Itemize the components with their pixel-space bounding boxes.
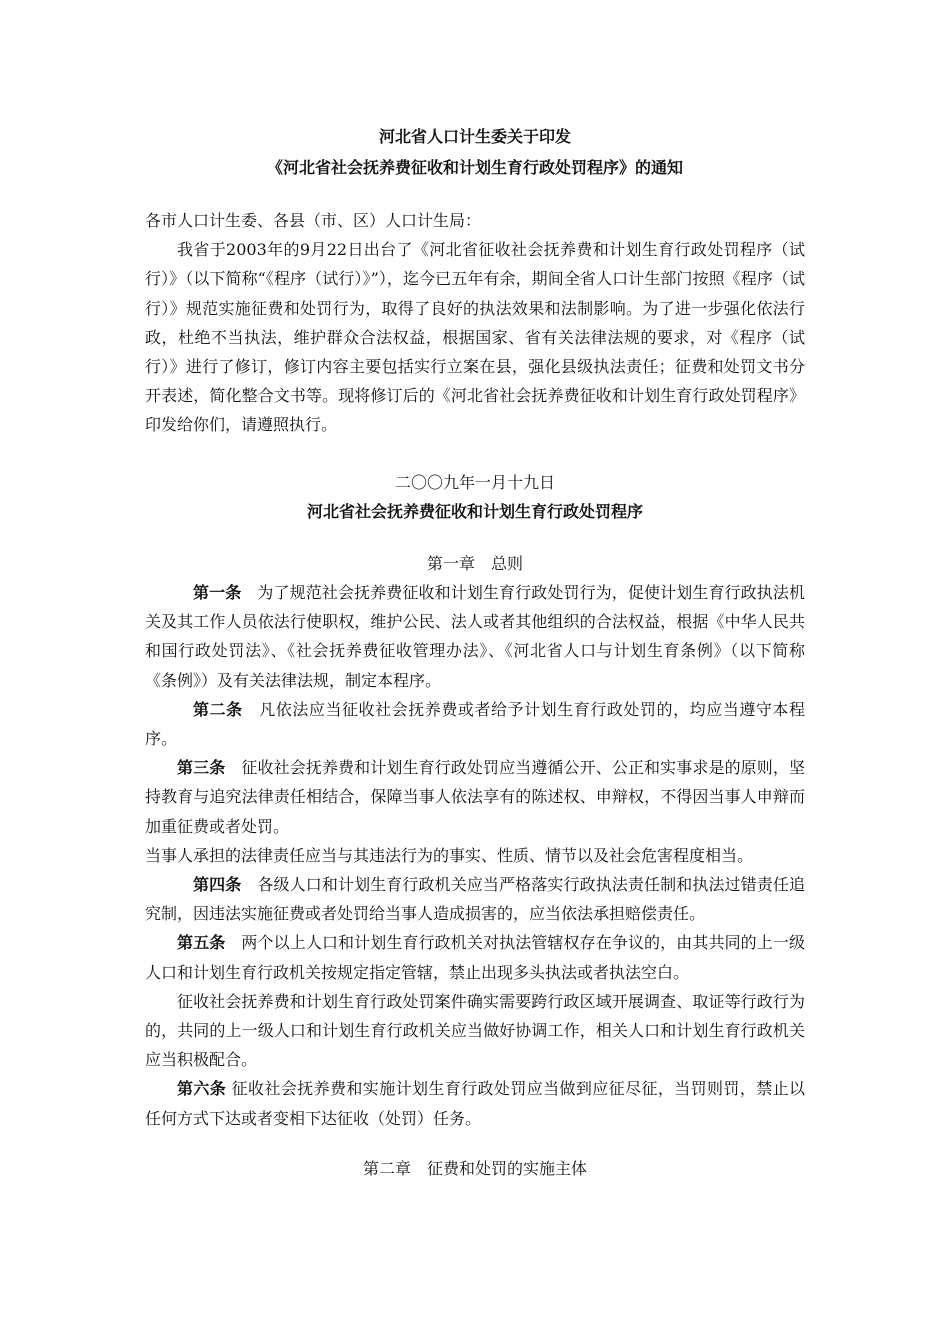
article-1-text: 为了规范社会抚养费征收和计划生育行政处罚行为，促使计划生育行政执法机关及其工作人员依法行使职权，维护公民、法人或者其他组织的合法权益，根据《中华人民共和国行政处罚法》、《社会抚养费征收管理办法》、《河北省人口与计划生育条例》（以下简称《条例》）及有关法律法规，制定本程序。	[145, 583, 805, 690]
title-line-2: 《河北省社会抚养费征收和计划生育行政处罚程序》的通知	[266, 158, 683, 177]
article-5-label: 第五条	[177, 933, 226, 953]
article-6-text: 征收社会抚养费和实施计划生育行政处罚应当做到应征尽征，当罚则罚，禁止以任何方式下达或者变相下达征收（处罚）任务。	[145, 1079, 805, 1128]
article-5-para-2: 征收社会抚养费和计划生育行政处罚案件确实需要跨行政区域开展调查、取证等行政行为的，共同的上一级人口和计划生育行政机关应当做好协调工作，相关人口和计划生育行政机关应当积极配合。	[145, 991, 805, 1070]
article-5	[145, 928, 805, 986]
article-3-para-2: 当事人承担的法律责任应当与其违法行为的事实、性质、情节以及社会危害程度相当。	[145, 845, 754, 865]
article-5-text: 两个以上人口和计划生育行政机关对执法管辖权存在争议的，由其共同的上一级人口和计划生育行政机关按规定指定管辖，禁止出现多头执法或者执法空白。	[145, 933, 805, 982]
article-1-label: 第一条	[193, 583, 242, 602]
article-2-text: 凡依法应当征收社会抚养费或者给予计划生育行政处罚的，均应当遵守本程序。	[145, 699, 805, 749]
article-2	[145, 695, 805, 753]
article-4	[145, 870, 805, 928]
issue-date: 二〇〇九年一月十九日	[394, 473, 555, 492]
intro-paragraph: 我省于2003年的9月22日出台了《河北省征收社会抚养费和计划生育行政处罚程序（试行）》（以下简称“《程序（试行）》”），迄今已五年有余，期间全省人口计生部门按照《程序（试行）》规范实施征费和处罚行为，取得了良好的执法效果和法制影响。为了进一步强化依法行政，杜绝不当执法，维护群众合法权益，根据国家、省有关法律法规的要求，对《程序（试行）》进行了修订，修订内容主要包括实行立案在县，强化县级执法责任；征费和处罚文书分开表述，简化整合文书等。现将修订后的《河北省社会抚养费征收和计划生育行政处罚程序》印发给你们，请遵照执行。	[145, 240, 805, 435]
article-2-label: 第二条	[193, 699, 243, 719]
salutation: 各市人口计生委、各县（市、区）人口计生局：	[145, 211, 482, 230]
chapter-1-heading: 第一章 总则	[426, 554, 523, 573]
chapter-1-body	[145, 578, 805, 1133]
article-3	[145, 753, 805, 841]
program-title: 河北省社会抚养费征收和计划生育行政处罚程序	[306, 502, 643, 521]
article-4-text: 各级人口和计划生育行政机关应当严格落实行政执法责任制和执法过错责任追究制，因违法实施征费或者处罚给当事人造成损害的，应当依法承担赔偿责任。	[145, 875, 805, 924]
article-3-text: 征收社会抚养费和计划生育行政处罚应当遵循公开、公正和实事求是的原则，坚持教育与追究法律责任相结合，保障当事人依法享有的陈述权、申辩权，不得因当事人申辩而加重征费或者处罚。	[145, 758, 805, 836]
article-3-label: 第三条	[177, 758, 226, 778]
title-line-1: 河北省人口计生委关于印发	[378, 127, 571, 146]
article-4-label: 第四条	[193, 875, 242, 895]
chapter-2-heading: 第二章 征费和处罚的实施主体	[362, 1159, 587, 1178]
article-6-label: 第六条	[177, 1079, 227, 1099]
article-1	[145, 578, 805, 695]
article-6	[145, 1074, 805, 1132]
notice-body	[145, 206, 805, 440]
